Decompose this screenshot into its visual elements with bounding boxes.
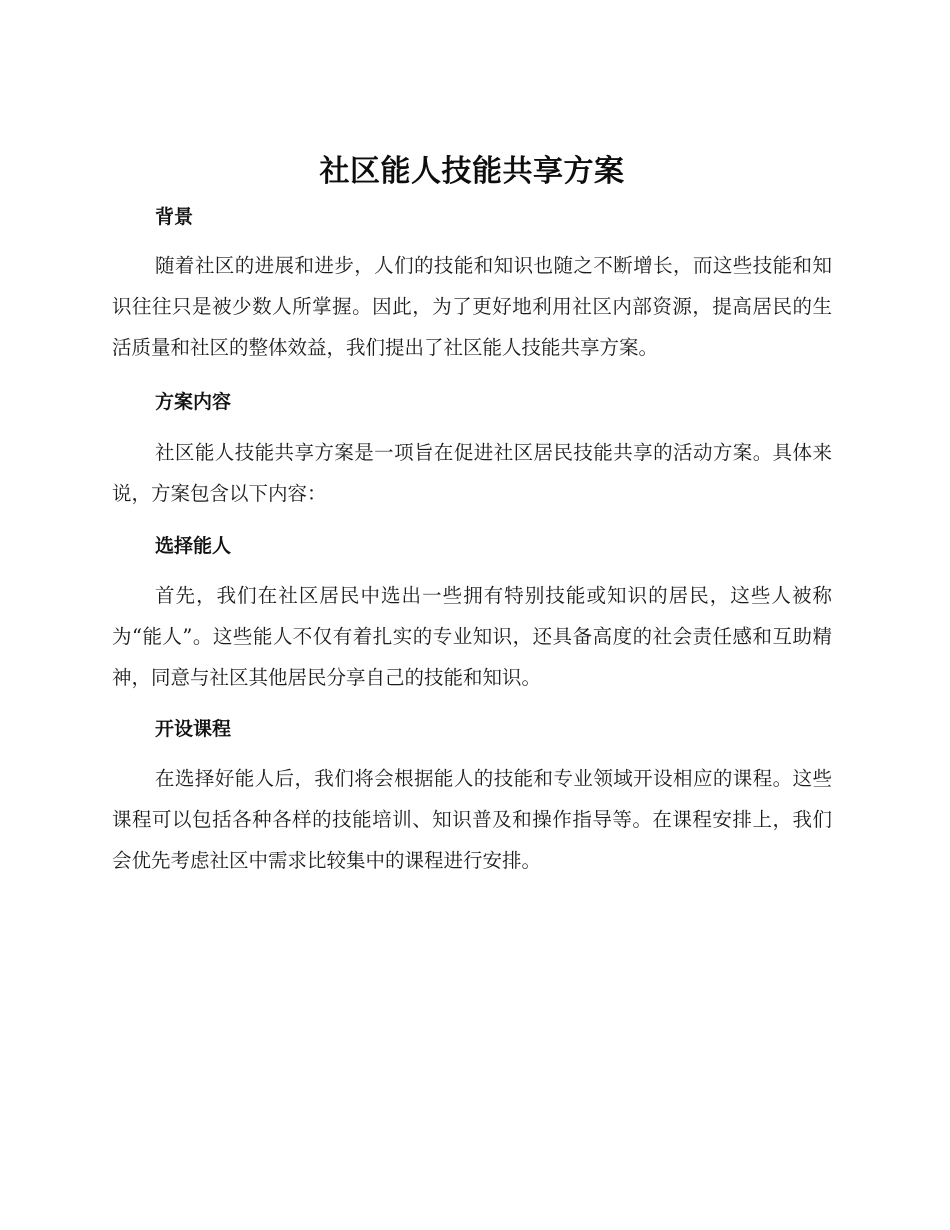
paragraph-open-courses: 在选择好能人后，我们将会根据能人的技能和专业领域开设相应的课程。这些课程可以包括各种各样的技能培训、知识普及和操作指导等。在课程安排上，我们会优先考虑社区中需求比较集中的课程进行安排。 — [112, 767, 832, 872]
section-heading-open-courses: 开设课程 — [155, 718, 232, 740]
paragraph-background: 随着社区的进展和进步，人们的技能和知识也随之不断增长，而这些技能和知识往往只是被少数人所掌握。因此，为了更好地利用社区内部资源，提高居民的生活质量和社区的整体效益，我们提出了社区能人技能共享方案。 — [112, 254, 832, 359]
document-title: 社区能人技能共享方案 — [319, 154, 625, 189]
paragraph-plan-content: 社区能人技能共享方案是一项旨在促进社区居民技能共享的活动方案。具体来说，方案包含以下内容： — [112, 441, 832, 505]
section-heading-background: 背景 — [155, 206, 194, 228]
section-heading-select-talents: 选择能人 — [155, 535, 232, 557]
section-heading-plan-content: 方案内容 — [155, 391, 232, 413]
document-body — [112, 150, 832, 881]
paragraph-select-talents: 首先，我们在社区居民中选出一些拥有特别技能或知识的居民，这些人被称为“能人”。这些能人不仅有着扎实的专业知识，还具备高度的社会责任感和互助精神，同意与社区其他居民分享自己的技能和知识。 — [112, 584, 832, 689]
